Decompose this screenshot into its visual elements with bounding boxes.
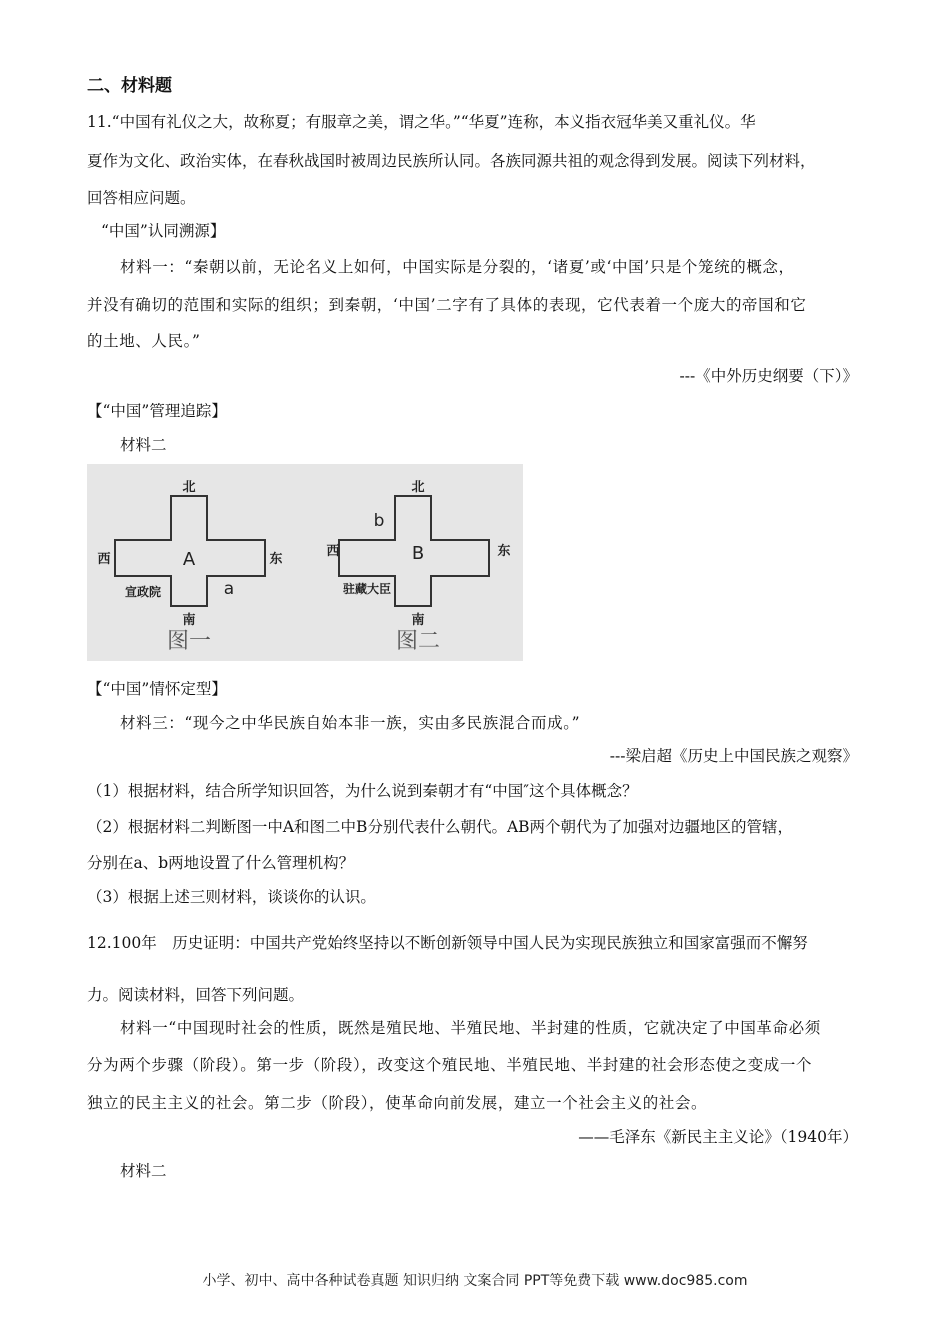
q11-heading-origin: “中国”认同溯源】 [101, 222, 226, 240]
fig1-south-label: 南 [182, 613, 196, 628]
q11-question-1: （1）根据材料，结合所学知识回答，为什么说到秦朝才有“中国″这个具体概念？ [87, 782, 638, 800]
fig1-lower-left-label: 宣政院 [124, 585, 162, 599]
cross-diagrams [87, 464, 523, 661]
q11-intro-line-1: 11.“中国有礼仪之大，故称夏；有服章之美，谓之华。”“华夏”连称，本义指衣冠华美又重礼仪。华 [87, 113, 756, 131]
fig2-west-label: 西 [326, 544, 340, 559]
section-title: 二、材料题 [87, 76, 172, 96]
q11-material2-label: 材料二 [120, 436, 167, 454]
q12-material1-line-2: 分为两个步骤（阶段）。第一步（阶段），改变这个殖民地、半殖民地、半封建的社会形态使之变成一个 [87, 1056, 813, 1074]
q11-material1-source: ---《中外历史纲要（下）》 [679, 367, 858, 385]
q11-material1-line-3: 的土地、人民。” [87, 332, 201, 350]
fig1-east-label: 东 [269, 552, 283, 567]
fig2-south-label: 南 [411, 613, 425, 628]
fig2-upper-left-label: b [373, 511, 385, 531]
q11-heading-management: 【“中国”管理追踪】 [87, 402, 227, 420]
q12-intro-line-2: 力。阅读材料，回答下列问题。 [87, 986, 305, 1004]
q12-intro-line-1: 12.100年 历史证明：中国共产党始终坚持以不断创新领导中国人民为实现民族独立和国家富强而不懈努 [87, 934, 808, 952]
fig1-caption: 图一 [166, 629, 212, 654]
q11-heading-sentiment: 【“中国”情怀定型】 [87, 680, 227, 698]
q12-material2-label: 材料二 [120, 1162, 167, 1180]
fig1-north-label: 北 [182, 480, 196, 495]
fig2-caption: 图二 [395, 629, 441, 654]
q11-material1-line-1: 材料一：“秦朝以前，无论名义上如何，中国实际是分裂的，‘诸夏’或‘中国’只是个笼统的概念， [120, 258, 795, 276]
q11-intro-line-2: 夏作为文化、政治实体，在春秋战国时被周边民族所认同。各族同源共祖的观念得到发展。阅读下列材料， [87, 152, 816, 170]
q11-question-2-line-2: 分别在a、b两地设置了什么管理机构？ [87, 854, 355, 872]
q11-question-3: （3）根据上述三则材料，谈谈你的认识。 [87, 888, 376, 906]
q11-material3: 材料三：“现今之中华民族自始本非一族，实由多民族混合而成。” [120, 714, 581, 732]
fig2-center-label: B [411, 543, 425, 564]
q12-material1-source: ——毛泽东《新民主主义论》（1940年） [578, 1128, 858, 1146]
q11-material3-source: ---梁启超《历史上中国民族之观察》 [609, 747, 858, 765]
fig1-lower-right-label: a [223, 579, 235, 599]
q12-material1-line-1: 材料一“中国现时社会的性质，既然是殖民地、半殖民地、半封建的性质，它就决定了中国革命必须 [120, 1019, 821, 1037]
fig2-lower-left-label: 驻藏大臣 [342, 582, 392, 596]
fig2-east-label: 东 [497, 544, 511, 559]
q11-material1-line-2: 并没有确切的范围和实际的组织；到秦朝，‘中国’二字有了具体的表现，它代表着一个庞大的帝国和它 [87, 296, 807, 314]
q11-intro-line-3: 回答相应问题。 [87, 189, 196, 207]
fig1-center-label: A [182, 549, 196, 570]
q12-material1-line-3: 独立的民主主义的社会。第二步（阶段），使革命向前发展，建立一个社会主义的社会。 [87, 1094, 708, 1112]
material2-figure [87, 464, 523, 661]
page-footer: 小学、初中、高中各种试卷真题 知识归纳 文案合同 PPT等免费下载 www.doc985.com [202, 1273, 748, 1289]
q11-question-2-line-1: （2）根据材料二判断图一中A和图二中B分别代表什么朝代。AB两个朝代为了加强对边疆地区的管辖， [87, 818, 794, 836]
fig1-west-label: 西 [97, 552, 111, 567]
fig2-north-label: 北 [411, 480, 425, 495]
